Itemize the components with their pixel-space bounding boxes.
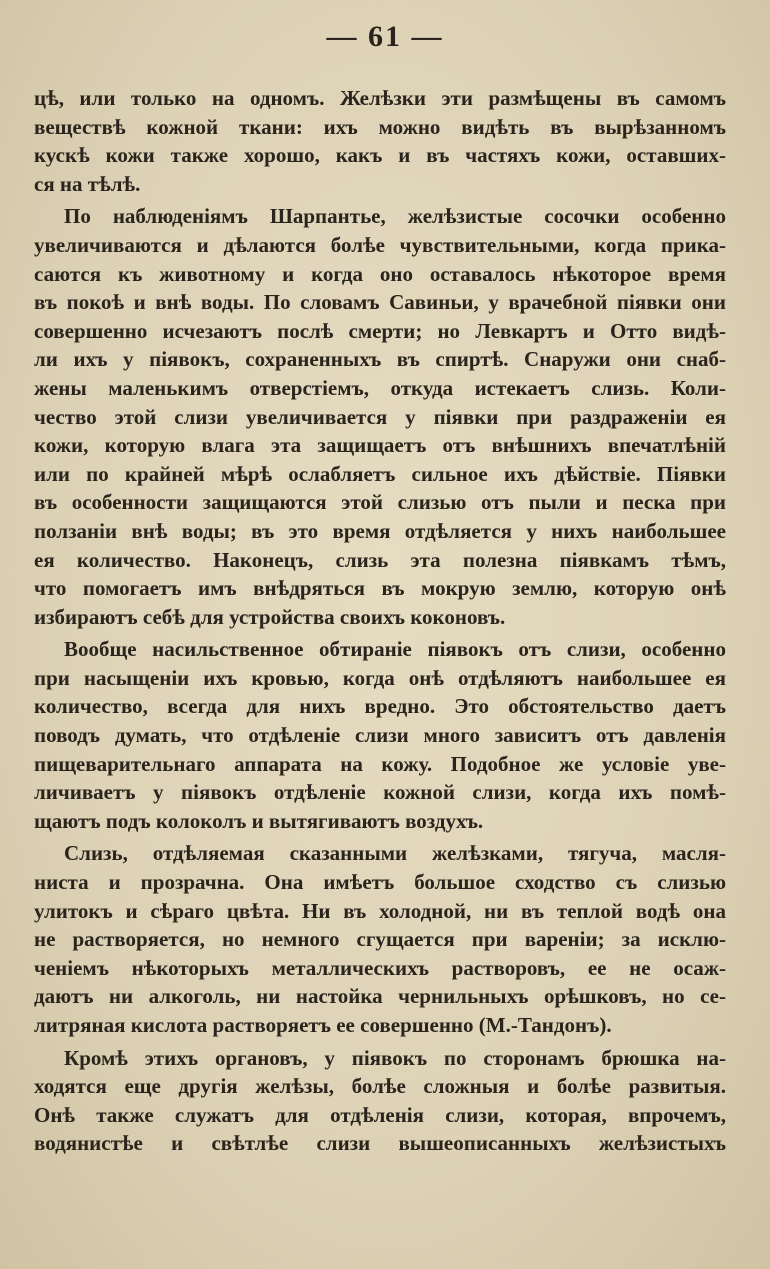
text-line: водянистѣе и свѣтлѣе слизи вышеописанныхъ желѣзистыхъ [34,1131,726,1156]
text-line: при насыщеніи ихъ кровью, когда онѣ отдѣляютъ наибольшее ея [34,665,726,690]
text-line: пищеварительнаго аппарата на кожу. Подобное же условіе уве- [34,751,726,776]
text-line: чество этой слизи увеличивается у піявки при раздраженіи ея [34,404,726,429]
text-line: количество, всегда для нихъ вредно. Это обстоятельство даетъ [34,694,726,719]
text-line: въ особенности защищаются этой слизью отъ пыли и песка при [34,490,726,515]
text-line: цѣ, или только на одномъ. Желѣзки эти размѣщены въ самомъ [34,86,726,110]
text-line: ея количество. Наконецъ, слизь эта полезна піявкамъ тѣмъ, [34,547,726,572]
paragraph [34,635,726,835]
text-line: ниста и прозрачна. Она имѣетъ большое сходство съ слизью [34,870,726,895]
text-line: даютъ ни алкоголь, ни настойка чернильныхъ орѣшковъ, но се- [34,984,726,1009]
paragraph [34,202,726,631]
text-line: По наблюденіямъ Шарпантье, желѣзистые сосочки особенно [64,204,726,229]
text-line: улитокъ и сѣраго цвѣта. Ни въ холодной, ни въ теплой водѣ она [34,898,726,923]
text-line: кускѣ кожи также хорошо, какъ и въ частяхъ кожи, оставших- [34,143,726,168]
text-line: Вообще насильственное обтираніе піявокъ отъ слизи, особенно [64,637,726,662]
text-line: личиваетъ у піявокъ отдѣленіе кожной слизи, когда ихъ помѣ- [34,780,726,805]
text-line: ползаніи внѣ воды; въ это время отдѣляется у нихъ наибольшее [34,518,726,543]
text-line: Слизь, отдѣляемая сказанными желѣзками, тягуча, масля- [64,841,726,866]
paragraph [34,84,726,198]
text-line: ся на тѣлѣ. [34,171,141,196]
text-line: Онѣ также служатъ для отдѣленія слизи, которая, впрочемъ, [34,1102,726,1127]
text-line: совершенно исчезаютъ послѣ смерти; но Левкартъ и Отто видѣ- [34,318,726,343]
page-number: — 61 — [326,20,444,53]
text-line: ли ихъ у піявокъ, сохраненныхъ въ спиртѣ. Снаружи они снаб- [34,347,726,372]
text-line: жены маленькимъ отверстіемъ, откуда истекаетъ слизь. Коли- [34,375,726,400]
text-line: избираютъ себѣ для устройства своихъ коконовъ. [34,604,506,629]
text-line: щаютъ подъ колоколъ и вытягиваютъ воздухъ. [34,808,484,833]
text-line: поводъ думать, что отдѣленіе слизи много зависитъ отъ давленія [34,723,726,748]
paragraph [34,1044,726,1158]
text-line: веществѣ кожной ткани: ихъ можно видѣть въ вырѣзанномъ [34,114,726,139]
text-line: что помогаетъ имъ внѣдряться въ мокрую землю, которую онѣ [34,576,726,601]
text-line: увеличиваются и дѣлаются болѣе чувствительными, когда прика- [34,232,726,257]
paragraph [34,839,726,1039]
text-line: въ покоѣ и внѣ воды. По словамъ Савиньи, у врачебной піявки они [34,290,726,315]
text-line: литряная кислота растворяетъ ее совершенно (М.-Тандонъ). [34,1013,612,1037]
text-line: Кромѣ этихъ органовъ, у піявокъ по сторонамъ брюшка на- [64,1045,726,1070]
text-line: кожи, которую влага эта защищаетъ отъ внѣшнихъ впечатлѣній [34,433,726,458]
text-line: ходятся еще другія желѣзы, болѣе сложныя и болѣе развитыя. [34,1074,726,1099]
text-line: саются къ животному и когда оно оставалось нѣкоторое время [34,261,726,286]
text-body [34,84,726,1158]
text-line: или по крайней мѣрѣ ослабляетъ сильное ихъ дѣйствіе. Піявки [34,461,726,486]
text-line: ченіемъ нѣкоторыхъ металлическихъ растворовъ, ее не осаж- [34,955,726,980]
text-line: не растворяется, но немного сгущается при вареніи; за исклю- [34,927,726,952]
